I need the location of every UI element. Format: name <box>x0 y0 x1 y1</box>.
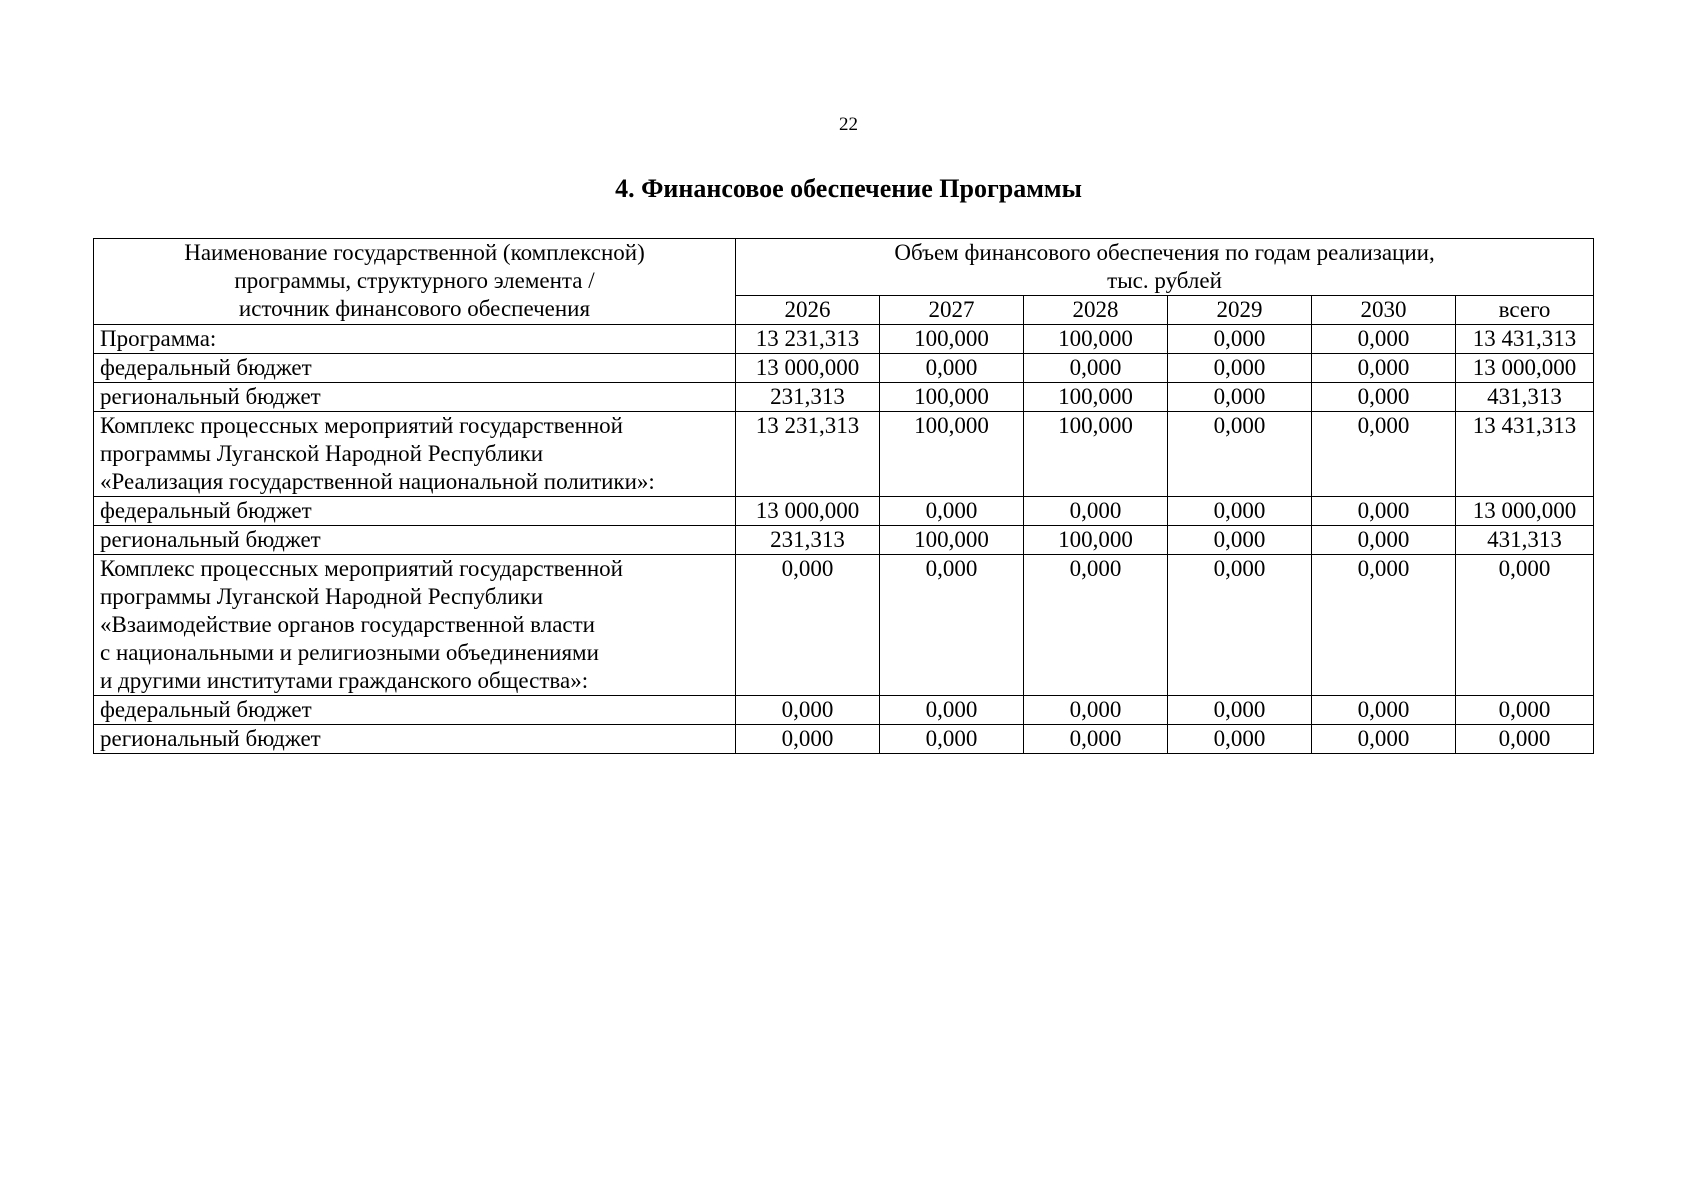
section-title: 4. Финансовое обеспечение Программы <box>615 174 1082 203</box>
row-value-cell: 0,000 <box>1024 696 1168 725</box>
table-row <box>94 555 1594 696</box>
row-value-cell: 0,000 <box>1168 354 1312 383</box>
header-name-line: источник финансового обеспечения <box>238 296 591 321</box>
row-total-cell: 0,000 <box>1456 725 1594 754</box>
table-body <box>94 325 1594 754</box>
row-name-line: программы Луганской Народной Республики <box>100 441 544 466</box>
row-name-cell <box>94 383 736 412</box>
table-row <box>94 497 1594 526</box>
header-name-cell <box>94 239 736 325</box>
row-name-line: программы Луганской Народной Республики <box>100 584 544 609</box>
header-volume-cell <box>736 239 1594 296</box>
row-value-cell: 0,000 <box>1024 725 1168 754</box>
row-value-cell: 13 000,000 <box>736 354 880 383</box>
year-header: 2029 <box>1168 296 1312 325</box>
row-name-line: федеральный бюджет <box>100 697 312 722</box>
total-header: всего <box>1456 296 1594 325</box>
row-name-line: Комплекс процессных мероприятий государственной <box>100 413 623 438</box>
row-value-cell: 0,000 <box>1312 325 1456 354</box>
row-value-cell: 100,000 <box>880 383 1024 412</box>
row-value-cell: 0,000 <box>1312 555 1456 696</box>
header-volume-line: тыс. рублей <box>1107 268 1222 293</box>
row-name-line: с национальными и религиозными объединениями <box>100 640 599 665</box>
row-value-cell: 0,000 <box>1168 526 1312 555</box>
row-value-cell: 231,313 <box>736 526 880 555</box>
row-name-line: «Взаимодействие органов государственной власти <box>100 612 595 637</box>
row-value-cell: 0,000 <box>880 725 1024 754</box>
row-total-cell: 13 000,000 <box>1456 354 1594 383</box>
row-value-cell: 0,000 <box>1024 555 1168 696</box>
row-total-cell: 431,313 <box>1456 526 1594 555</box>
row-value-cell: 0,000 <box>1312 412 1456 497</box>
row-name-cell <box>94 696 736 725</box>
row-value-cell: 0,000 <box>880 555 1024 696</box>
year-header: 2027 <box>880 296 1024 325</box>
row-value-cell: 0,000 <box>1312 725 1456 754</box>
row-value-cell: 0,000 <box>736 555 880 696</box>
row-name-cell <box>94 725 736 754</box>
row-value-cell: 0,000 <box>1168 497 1312 526</box>
row-value-cell: 0,000 <box>1168 383 1312 412</box>
row-total-cell: 13 431,313 <box>1456 412 1594 497</box>
row-value-cell: 0,000 <box>1024 354 1168 383</box>
row-total-cell: 431,313 <box>1456 383 1594 412</box>
row-value-cell: 0,000 <box>736 725 880 754</box>
row-value-cell: 100,000 <box>1024 383 1168 412</box>
row-value-cell: 231,313 <box>736 383 880 412</box>
row-name-cell <box>94 497 736 526</box>
row-value-cell: 0,000 <box>880 696 1024 725</box>
year-header: 2026 <box>736 296 880 325</box>
row-name-line: «Реализация государственной национальной политики»: <box>100 469 655 494</box>
row-value-cell: 0,000 <box>1312 383 1456 412</box>
row-value-cell: 0,000 <box>1312 696 1456 725</box>
row-value-cell: 0,000 <box>1312 497 1456 526</box>
row-value-cell: 0,000 <box>880 354 1024 383</box>
row-total-cell: 0,000 <box>1456 555 1594 696</box>
table-row <box>94 354 1594 383</box>
row-value-cell: 100,000 <box>1024 412 1168 497</box>
row-value-cell: 13 000,000 <box>736 497 880 526</box>
row-name-line: федеральный бюджет <box>100 498 312 523</box>
row-name-cell <box>94 526 736 555</box>
row-value-cell: 13 231,313 <box>736 325 880 354</box>
row-value-cell: 0,000 <box>1312 526 1456 555</box>
row-total-cell: 13 000,000 <box>1456 497 1594 526</box>
row-total-cell: 0,000 <box>1456 696 1594 725</box>
table-header-row <box>94 239 1594 296</box>
row-name-line: региональный бюджет <box>100 527 321 552</box>
row-name-cell <box>94 354 736 383</box>
row-value-cell: 100,000 <box>880 412 1024 497</box>
row-value-cell: 0,000 <box>736 696 880 725</box>
row-name-line: региональный бюджет <box>100 384 321 409</box>
row-value-cell: 13 231,313 <box>736 412 880 497</box>
table-row <box>94 725 1594 754</box>
row-value-cell: 0,000 <box>1312 354 1456 383</box>
row-name-line: федеральный бюджет <box>100 355 312 380</box>
table-row <box>94 383 1594 412</box>
row-value-cell: 0,000 <box>1168 325 1312 354</box>
table-row <box>94 526 1594 555</box>
header-volume-line: Объем финансового обеспечения по годам реализации, <box>894 240 1435 265</box>
row-value-cell: 0,000 <box>1168 696 1312 725</box>
header-name-line: программы, структурного элемента / <box>234 268 595 293</box>
row-value-cell: 100,000 <box>880 526 1024 555</box>
row-value-cell: 100,000 <box>880 325 1024 354</box>
row-value-cell: 0,000 <box>1168 555 1312 696</box>
row-name-cell <box>94 555 736 696</box>
financing-table <box>93 238 1594 754</box>
row-name-line: и другими институтами гражданского общества»: <box>100 668 589 693</box>
year-header: 2028 <box>1024 296 1168 325</box>
year-header: 2030 <box>1312 296 1456 325</box>
row-value-cell: 100,000 <box>1024 526 1168 555</box>
row-value-cell: 0,000 <box>1024 497 1168 526</box>
row-name-line: Программа: <box>100 326 217 351</box>
row-total-cell: 13 431,313 <box>1456 325 1594 354</box>
page-number: 22 <box>839 114 858 135</box>
row-value-cell: 0,000 <box>880 497 1024 526</box>
row-name-cell <box>94 325 736 354</box>
row-name-line: Комплекс процессных мероприятий государственной <box>100 556 623 581</box>
table-row <box>94 325 1594 354</box>
header-name-line: Наименование государственной (комплексной) <box>184 240 645 265</box>
row-value-cell: 100,000 <box>1024 325 1168 354</box>
row-name-cell <box>94 412 736 497</box>
row-value-cell: 0,000 <box>1168 412 1312 497</box>
row-name-line: региональный бюджет <box>100 726 321 751</box>
table-row <box>94 412 1594 497</box>
table-row <box>94 696 1594 725</box>
row-value-cell: 0,000 <box>1168 725 1312 754</box>
